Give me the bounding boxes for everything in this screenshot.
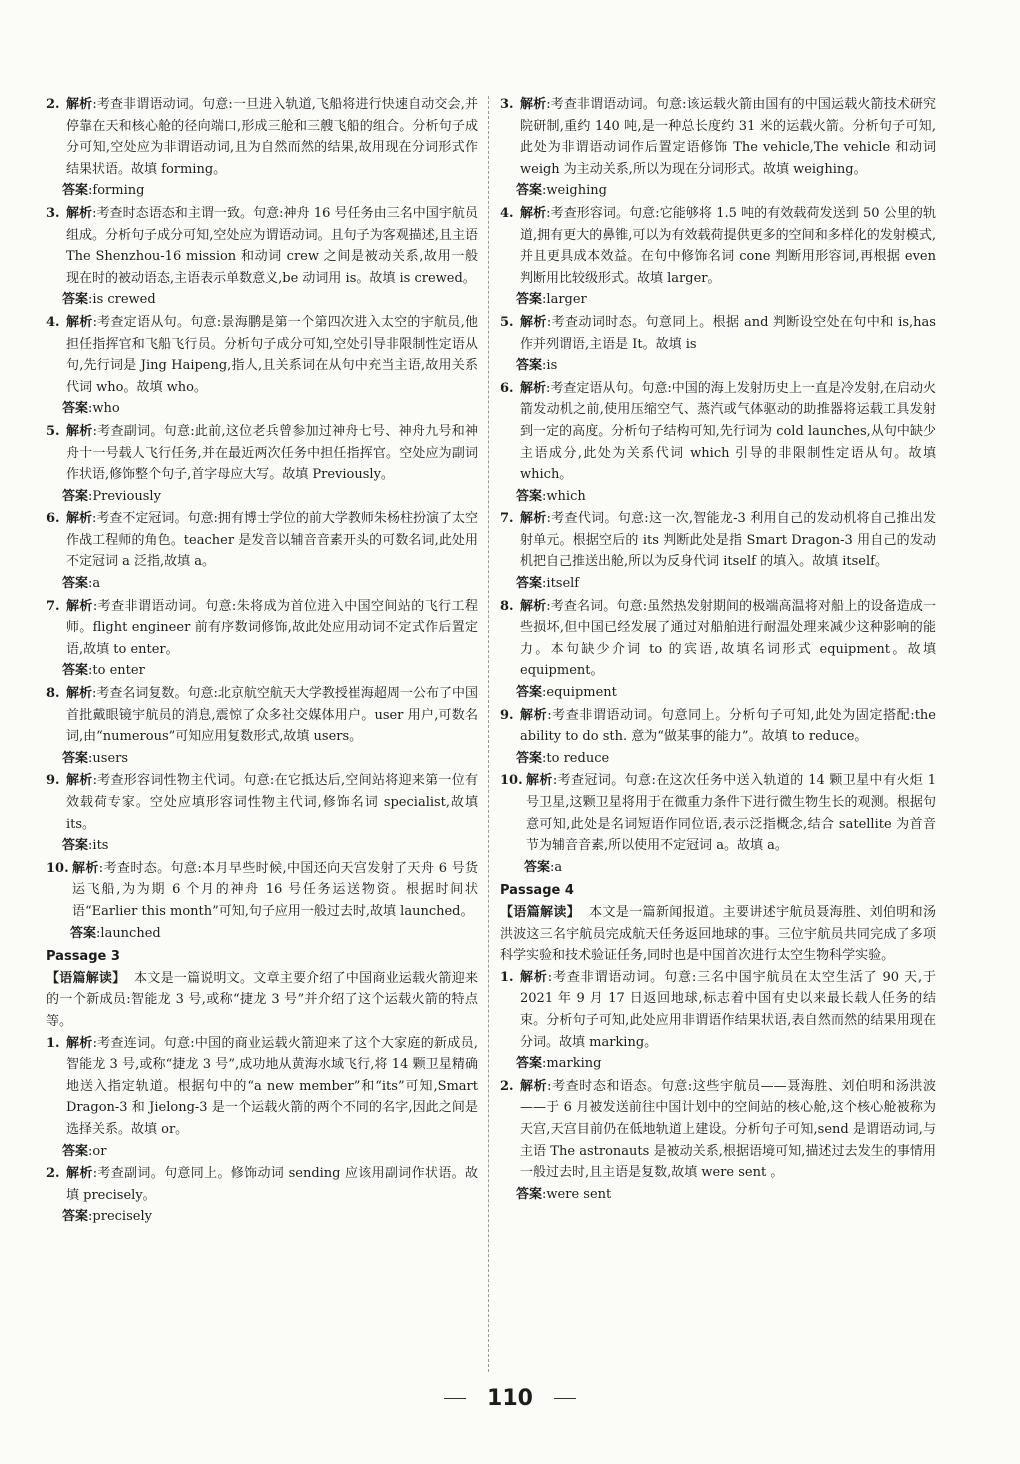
passage-reading: [500, 902, 936, 967]
analysis-label: 解析: [66, 773, 93, 789]
answer-value: or: [92, 1143, 107, 1159]
answer-line: 答案:Previously: [62, 488, 161, 504]
page-number: 110: [487, 1386, 533, 1411]
answer-value: itself: [546, 576, 580, 592]
analysis-text: :考查名词复数。句意:北京航空航天大学教授崔海超周一公布了中国首批戴眼镜宇航员的消息,震惊了众多社交媒体用户。user 用户,可数名词,由“numerous”可知应用复数形式,故填 users。: [66, 686, 478, 745]
analysis-item: [500, 508, 936, 573]
answer-line: 答案:which: [516, 488, 586, 504]
column-divider: [488, 96, 489, 1372]
answer-line: 答案:to enter: [62, 663, 145, 679]
item-number: 10.: [46, 860, 69, 876]
analysis-item: [500, 770, 936, 856]
item-number: 5.: [500, 314, 514, 330]
answer-line: 答案:is crewed: [62, 292, 156, 308]
analysis-text: :考查非谓语动词。句意:一旦进入轨道,飞船将进行快速自动交会,并停靠在天和核心舱的径向端口,形成三舱和三艘飞船的组合。分析句子成分可知,空处应为非谓语动词,且为自然而然的结果,故用现在分词形式作结果状语。故填 forming。: [66, 97, 478, 177]
analysis-item: [46, 683, 478, 748]
analysis-item: [46, 1033, 478, 1141]
item-number: 7.: [46, 598, 60, 614]
analysis-label: 解析: [66, 598, 93, 614]
answer-label: 答案: [62, 1143, 89, 1159]
analysis-text: :考查时态和语态。句意:这些宇航员——聂海胜、刘伯明和汤洪波——于 6 月被发送前往中国计划中的空间站的核心舱,这个核心舱被称为天宫,天宫目前仍在低地轨道上建设。分析句子可知,send 是谓语动词,与主语 The astronauts 是被动关系,根据语境可知,描述过去发生的事情用一般过去时,且主语是复数,故填 were sent 。: [520, 1078, 936, 1181]
answer-line: 答案:equipment: [516, 685, 617, 701]
item-number: 2.: [500, 1078, 514, 1094]
analysis-text: :考查时态。句意:本月早些时候,中国还向天宫发射了天舟 6 号货运飞船,为为期 6 个月的神舟 16 号任务运送物资。根据时间状语“Earlier this month”可知,句子应用一般过去时,故填 launched。: [72, 860, 478, 919]
answer-value: a: [554, 859, 563, 875]
analysis-label: 解析: [520, 707, 548, 723]
answer-line: 答案:or: [62, 1143, 107, 1159]
item-number: 3.: [500, 97, 514, 112]
analysis-label: 解析: [520, 314, 547, 330]
answer-label: 答案: [62, 488, 89, 504]
analysis-text: :考查非谓语动词。句意同上。分析句子可知,此处为固定搭配:the ability to do sth. 意为“做某事的能力”。故填 to reduce。: [520, 707, 936, 745]
analysis-text: :考查时态语态和主谓一致。句意:神舟 16 号任务由三名中国宇航员组成。分析句子成分可知,空处应为谓语动词。且句子为客观描述,且主语 The Shenzhou-16 mission 和动词 crew 之间是被动关系,故用一般现在时的被动语态,主语表示单数意义,be 动词用 is。故填 is crewed。: [66, 205, 478, 286]
analysis-item: [46, 858, 478, 923]
reading-tag: 【语篇解读】: [46, 970, 126, 986]
analysis-text: :考查副词。句意:此前,这位老兵曾参加过神舟七号、神舟九号和神舟十一号载人飞行任务,并在最近两次任务中担任指挥官。空处应为副词作状语,修饰整个句子,首字母应大写。故填 Previously。: [66, 423, 478, 483]
analysis-label: 解析: [66, 1035, 93, 1051]
analysis-text: :考查形容词。句意:它能够将 1.5 吨的有效载荷发送到 50 公里的轨道,拥有更大的鼻锥,可以为有效载荷提供更多的空间和多样化的发射模式,并且更具成本效益。在句中修饰名词 cone 判断用形容词,再根据 even 判断用比较级形式。故填 larger。: [520, 205, 936, 286]
answer-label: 答案: [524, 859, 551, 875]
answer-label: 答案: [62, 183, 89, 199]
answer-label: 答案: [516, 1186, 543, 1202]
analysis-item: [500, 596, 936, 682]
analysis-label: 解析: [66, 686, 93, 702]
answer-label: 答案: [516, 292, 543, 308]
answer-line: 答案:weighing: [516, 183, 607, 199]
item-number: 2.: [46, 1166, 60, 1182]
analysis-text: :考查非谓语动词。句意:朱将成为首位进入中国空间站的飞行工程师。flight engineer 前有序数词修饰,故此处应用动词不定式作后置定语,故填 to enter。: [66, 598, 478, 657]
answer-value: to reduce: [546, 750, 610, 766]
answer-value: who: [92, 401, 120, 417]
analysis-item: [500, 705, 936, 748]
analysis-text: :考查名词。句意:虽然热发射期间的极端高温将对船上的设备造成一些损坏,但中国已经发展了通过对船舶进行耐温处理来减少这种影响的能力。本句缺少介词 to 的宾语,故填名词形式 equipment。故填 equipment。: [520, 598, 936, 679]
analysis-item: [500, 94, 936, 180]
analysis-label: 解析: [66, 1166, 93, 1182]
answer-line: 答案:users: [62, 750, 129, 766]
answer-value: were sent: [546, 1186, 612, 1202]
analysis-label: 解析: [520, 205, 547, 221]
analysis-text: :考查定语从句。句意:景海鹏是第一个第四次进入太空的宇航员,他担任指挥官和飞船飞行员。分析句子成分可知,空处引导非限制性定语从句,先行词是 Jing Haipeng,指人,且关系词在从句中充当主语,故用关系代词 who。故填 who。: [66, 314, 478, 395]
analysis-item: [500, 378, 936, 486]
item-number: 8.: [46, 686, 60, 702]
item-number: 10.: [500, 773, 523, 789]
item-number: 1.: [46, 1035, 60, 1051]
analysis-item: [46, 1163, 478, 1206]
footer-dash-right: [554, 1398, 576, 1399]
answer-line: 答案:larger: [516, 292, 587, 308]
answer-label: 答案: [62, 292, 89, 308]
answer-value: a: [92, 576, 101, 592]
answer-value: equipment: [546, 685, 617, 701]
analysis-item: [46, 421, 478, 486]
answer-label: 答案: [516, 576, 543, 592]
item-number: 4.: [500, 205, 514, 221]
analysis-item: [500, 203, 936, 289]
answer-line: 答案:precisely: [62, 1209, 152, 1225]
answer-value: to enter: [92, 663, 145, 679]
item-number: 7.: [500, 511, 514, 527]
analysis-label: 解析: [520, 511, 547, 527]
analysis-label: 解析: [66, 314, 93, 330]
answer-line: 答案:who: [62, 401, 120, 417]
answer-label: 答案: [516, 750, 543, 766]
analysis-text: :考查非谓语动词。句意:三名中国宇航员在太空生活了 90 天,于 2021 年 9 月 17 日返回地球,标志着中国有史以来最长载人任务的结束。分析句子可知,此处应用非谓语作结果状语,表自然而然的结果用现在分词。故填 marking。: [520, 969, 936, 1050]
answer-label: 答案: [62, 401, 89, 417]
answer-label: 答案: [62, 750, 89, 766]
page-footer: [0, 1386, 1020, 1411]
right-column: [500, 94, 936, 1206]
analysis-text: :考查不定冠词。句意:拥有博士学位的前大学教师朱杨柱扮演了太空作战工程师的角色。teacher 是发音以辅音音素开头的可数名词,此处用不定冠词 a 泛指,故填 a。: [66, 511, 478, 570]
passage-title: Passage 3: [46, 949, 120, 965]
analysis-text: :考查副词。句意同上。修饰动词 sending 应该用副词作状语。故填 precisely。: [66, 1166, 478, 1203]
answer-value: users: [92, 750, 129, 766]
answer-label: 答案: [62, 838, 89, 854]
answer-label: 答案: [62, 663, 89, 679]
item-number: 5.: [46, 423, 60, 439]
answer-value: forming: [92, 183, 145, 199]
answer-value: is: [546, 358, 558, 374]
analysis-label: 解析: [526, 773, 553, 789]
answer-line: 答案:were sent: [516, 1186, 612, 1202]
analysis-label: 解析: [520, 1078, 548, 1094]
answer-line: 答案:its: [62, 838, 109, 854]
analysis-text: :考查代词。句意:这一次,智能龙-3 利用自己的发动机将自己推出发射单元。根据空后的 its 判断此处是指 Smart Dragon-3 用自己的发动机把自己推送出舱,所以为反身代词 itself 的填入。故填 itself。: [520, 511, 936, 570]
answer-label: 答案: [516, 488, 543, 504]
answer-label: 答案: [516, 358, 543, 374]
footer-dash-left: [444, 1398, 466, 1399]
reading-text: 本文是一篇新闻报道。主要讲述宇航员聂海胜、刘伯明和汤洪波这三名宇航员完成航天任务返回地球的事。三位宇航员共同完成了多项科学实验和技术验证任务,同时也是中国首次进行太空生物科学实验。: [500, 904, 936, 964]
item-number: 3.: [46, 205, 60, 221]
analysis-label: 解析: [520, 97, 547, 112]
analysis-item: [46, 770, 478, 835]
answer-label: 答案: [70, 925, 97, 941]
answer-line: 答案:itself: [516, 576, 580, 592]
analysis-label: 解析: [66, 205, 93, 221]
answer-value: precisely: [92, 1209, 152, 1225]
analysis-label: 解析: [66, 97, 93, 112]
analysis-label: 解析: [66, 511, 93, 527]
answer-label: 答案: [62, 1209, 89, 1225]
analysis-label: 解析: [520, 380, 547, 396]
item-number: 9.: [46, 773, 60, 789]
answer-line: 答案:forming: [62, 183, 145, 199]
analysis-text: :考查非谓语动词。句意:该运载火箭由国有的中国运载火箭技术研究院研制,重约 140 吨,是一种总长度约 31 米的运载火箭。分析句子可知,此处为非谓语动词作后置定语修饰 The vehicle,The vehicle 和动词 weigh 为主动关系,所以为现在分词形式。故填 weighing。: [520, 97, 936, 177]
analysis-item: [46, 508, 478, 573]
answer-value: is crewed: [92, 292, 156, 308]
analysis-item: [46, 596, 478, 661]
answer-line: 答案:to reduce: [516, 750, 610, 766]
answer-label: 答案: [516, 1056, 543, 1072]
answer-label: 答案: [62, 576, 89, 592]
analysis-text: :考查动词时态。句意同上。根据 and 判断设空处在句中和 is,has 作并列谓语,主语是 It。故填 is: [520, 314, 936, 352]
answer-value: marking: [546, 1056, 602, 1072]
item-number: 6.: [46, 511, 60, 527]
analysis-label: 解析: [520, 598, 547, 614]
analysis-label: 解析: [72, 860, 99, 876]
answer-line: 答案:a: [62, 576, 101, 592]
item-number: 9.: [500, 707, 514, 723]
analysis-item: [500, 967, 936, 1053]
answer-value: launched: [100, 925, 161, 941]
item-number: 4.: [46, 314, 60, 330]
answer-value: its: [92, 838, 109, 854]
answer-line: 答案:a: [524, 859, 563, 875]
answer-value: Previously: [92, 488, 161, 504]
answer-line: 答案:marking: [516, 1056, 602, 1072]
reading-text: 本文是一篇说明文。文章主要介绍了中国商业运载火箭迎来的一个新成员:智能龙 3 号,或称“捷龙 3 号”并介绍了这个运载火箭的特点等。: [46, 970, 478, 1029]
analysis-item: [500, 312, 936, 355]
passage-reading: [46, 968, 478, 1033]
answer-line: 答案:is: [516, 358, 558, 374]
analysis-item: [46, 94, 478, 180]
reading-tag: 【语篇解读】: [500, 904, 581, 920]
left-column: [46, 94, 478, 1229]
item-number: 6.: [500, 380, 514, 396]
analysis-text: :考查形容词性物主代词。句意:在它抵达后,空间站将迎来第一位有效载荷专家。空处应填形容词性物主代词,修饰名词 specialist,故填 its。: [66, 773, 478, 832]
analysis-item: [500, 1076, 936, 1184]
analysis-label: 解析: [66, 423, 93, 439]
item-number: 2.: [46, 97, 60, 112]
analysis-label: 解析: [520, 969, 548, 985]
item-number: 8.: [500, 598, 514, 614]
answer-value: weighing: [546, 183, 607, 199]
item-number: 1.: [500, 969, 514, 985]
analysis-item: [46, 203, 478, 289]
answer-line: 答案:launched: [70, 925, 161, 941]
answer-label: 答案: [516, 685, 543, 701]
analysis-text: :考查冠词。句意:在这次任务中送入轨道的 14 颗卫星中有火炬 1 号卫星,这颗卫星将用于在微重力条件下进行微生物生长的观测。根据句意可知,此处是名词短语作同位语,表示泛指概念,结合 satellite 为首音节为辅音音素,所以使用不定冠词 a。故填 a。: [526, 773, 936, 854]
analysis-text: :考查定语从句。句意:中国的海上发射历史上一直是冷发射,在启动火箭发动机之前,使用压缩空气、蒸汽或气体驱动的助推器将运载工具发射到一定的高度。分析句子结构可知,先行词为 cold launches,从句中缺少主语成分,此处为关系代词 which 引导的非限制性定语从句。故填 which。: [520, 380, 936, 483]
analysis-item: [46, 312, 478, 398]
answer-label: 答案: [516, 183, 543, 199]
passage-title: Passage 4: [500, 883, 574, 899]
answer-value: which: [546, 488, 586, 504]
analysis-text: :考查连词。句意:中国的商业运载火箭迎来了这个大家庭的新成员,智能龙 3 号,或称“捷龙 3 号”,成功地从黄海水域飞行,将 14 颗卫星精确地送入指定轨道。根据句中的“a new member”和“its”可知,Smart Dragon-3 和 Jielong-3 是一个运载火箭的两个不同的名字,因此之间是选择关系。故填 or。: [66, 1035, 478, 1137]
answer-value: larger: [546, 292, 587, 308]
